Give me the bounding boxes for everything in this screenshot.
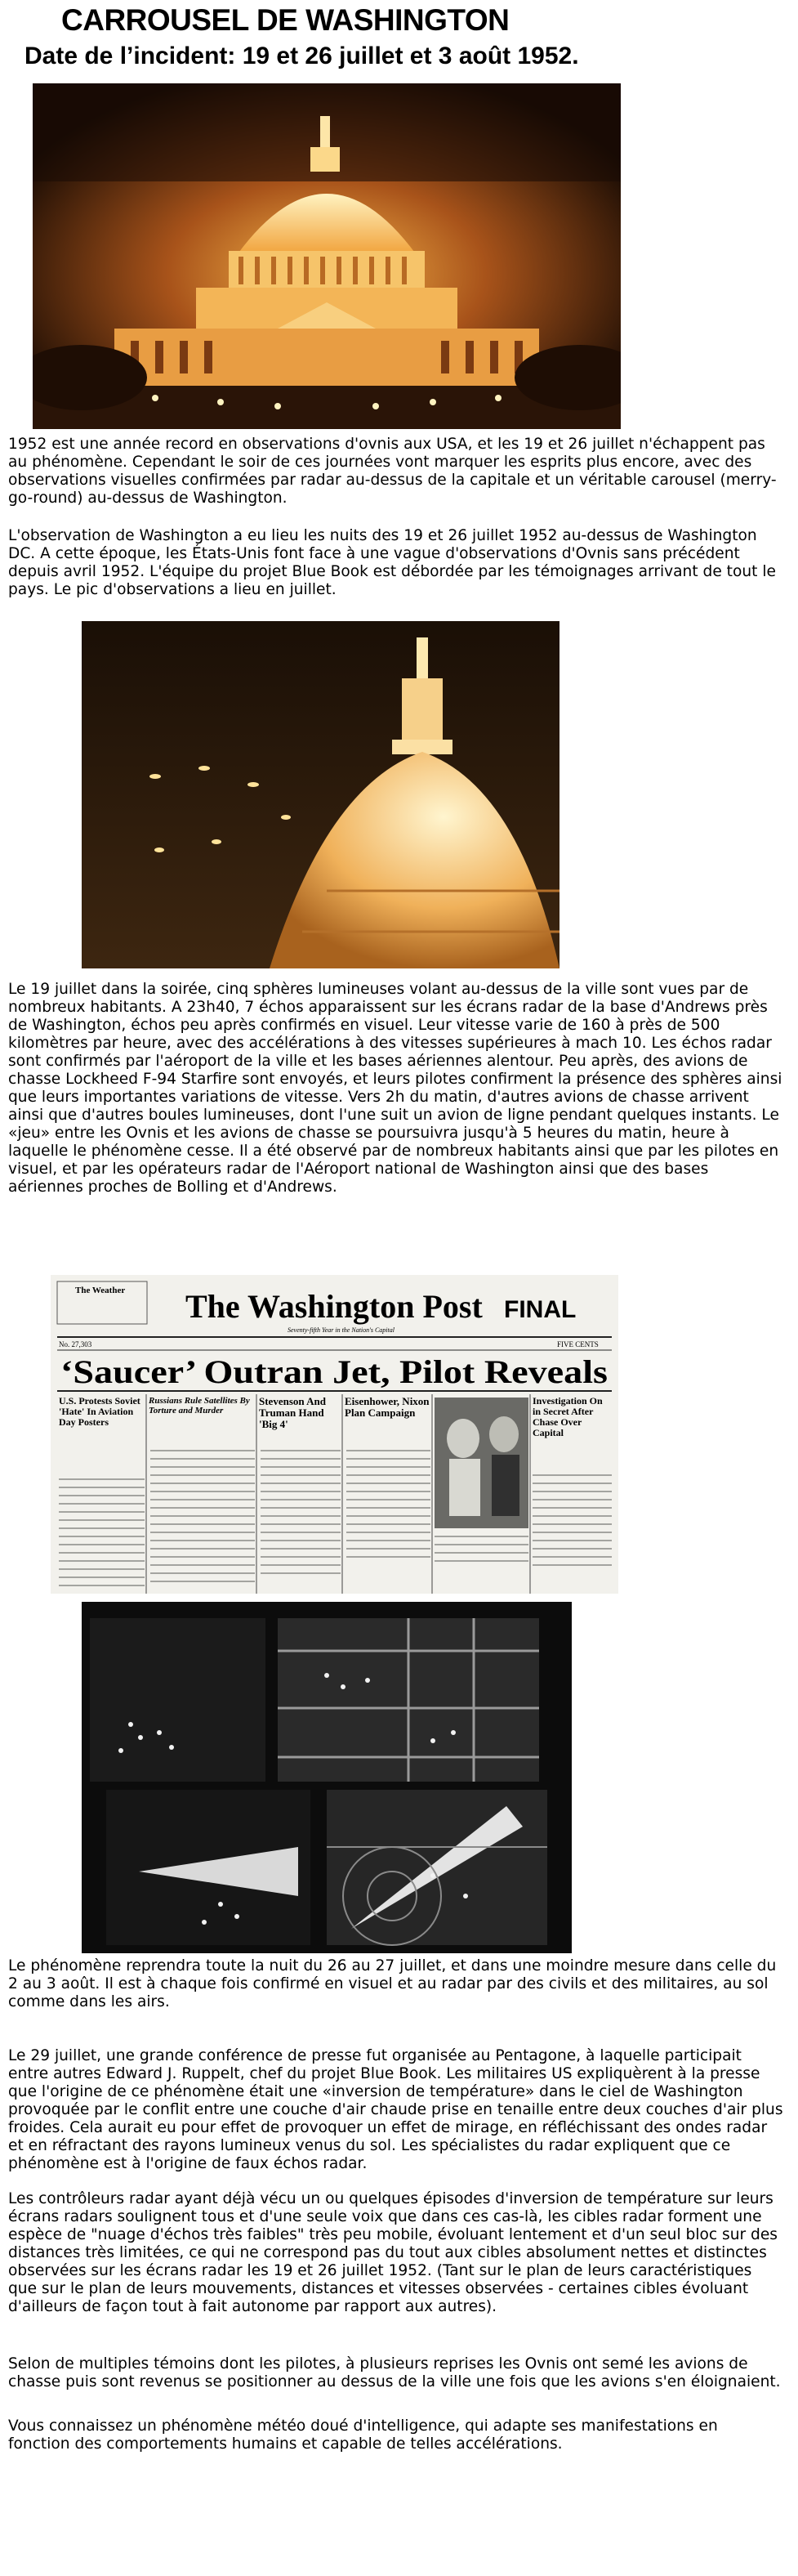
newspaper-edition: FINAL bbox=[504, 1296, 577, 1323]
radar-screens-photo bbox=[82, 1602, 572, 1953]
capitol-dome-lights-photo bbox=[82, 621, 559, 968]
paragraph-july-19: Le 19 juillet dans la soirée, cinq sphères lumineuses volant au-dessus de la ville sont vues par de nombreux habitants. A 23h40, 7 échos apparaissent sur les écrans radar de la base d'Andrews près de Washington, échos peu après confirmés en visuel. Leur vitesse varie de 160 à près de 500 kilomètres par heure, avec des accélérations à des vitesses supérieures à mach 10. Les échos radar sont confirmés par l'aéroport de la ville et les bases aériennes alentour. Peu après, des avions de chasse Lockheed F-94 Starfire sont envoyés, et leurs pilotes confirment la présence des sphères ainsi que leurs importantes variations de vitesse. Vers 2h du matin, d'autres avions de chasse arrivent ainsi que d'autres boules lumineuses, dont l'une suit un avion de ligne pendant quelques instants. Le «jeu» entre les Ovnis et les avions de chasse se poursuivra jusqu'à 5 heures du matin, heure à laquelle le phénomène cesse. Il a été observé par de nombreux habitants ainsi que par les pilotes en visuel, et par les opérateurs radar de l'Aéroport national de Washington ainsi que des bases aériennes proches de Bolling et d'Andrews. bbox=[8, 981, 782, 1196]
newspaper-column-3: Stevenson And Truman Hand 'Big 4' bbox=[259, 1396, 326, 1430]
paragraph-july-26: Le phénomène reprendra toute la nuit du 26 au 27 juillet, et dans une moindre mesure dans celle du 2 au 3 août. Il est à chaque fois confirmé en visuel et au radar par des civils et des militaires, au sol comme dans les airs. bbox=[8, 1957, 777, 2010]
paragraph-witnesses: Selon de multiples témoins dont les pilotes, à plusieurs reprises les Ovnis ont semé les avions de chasse puis sont revenus se positionner au dessus de la ville une fois que les avions s'en éloignaient. bbox=[8, 2355, 781, 2390]
newspaper-weather-box: The Weather bbox=[75, 1286, 126, 1295]
washington-post-front-page bbox=[51, 1275, 618, 1594]
capitol-night-photo bbox=[33, 83, 621, 429]
newspaper-price: FIVE CENTS bbox=[557, 1340, 599, 1348]
newspaper-tagline: Seventy-fifth Year in the Nation's Capital bbox=[288, 1326, 395, 1334]
paragraph-context: L'observation de Washington a eu lieu les nuits des 19 et 26 juillet 1952 au-dessus de Washington DC. A cette époque, les États-Unis font face à une vague d'observations d'Ovnis sans précédent depuis avril 1952. L'équipe du projet Blue Book est débordée par les témoignages arrivant de tout le pays. Le pic d'observations a lieu en juillet. bbox=[8, 527, 776, 598]
newspaper-column-1: U.S. Protests Soviet 'Hate' In Aviation Day Posters bbox=[59, 1396, 140, 1428]
paragraph-conclusion: Vous connaissez un phénomène météo doué d'intelligence, qui adapte ses manifestations en fonction des comportements humains et capable de telles accélérations. bbox=[8, 2417, 718, 2453]
paragraph-intro: 1952 est une année record en observations d'ovnis aux USA, et les 19 et 26 juillet n'échappent pas au phénomène. Cependant le soir de ces journées vont marquer les esprits plus encore, avec des observations visuelles confirmées par radar au-dessus de la capitale et un véritable carousel (merry-go-round) au-dessus de Washington. bbox=[8, 436, 777, 507]
paragraph-press-conference: Le 29 juillet, une grande conférence de presse fut organisée au Pentagone, à laquelle participait entre autres Edward J. Ruppelt, chef du projet Blue Book. Les militaires US expliquèrent à la presse que l'origine de ce phénomène était une «inversion de température» dans le ciel de Washington provoquée par le conflit entre une couche d'air chaude prise en tenaille entre deux couches d'air plus froides. Cela aurait eu pour effet de provoquer un effet de mirage, en réfléchissant des ondes radar et en réfractant des rayons lumineux venus du sol. Les spécialistes du radar expliquent que ce phénomène est à l'origine de faux échos radar. bbox=[8, 2047, 783, 2172]
newspaper-headline: ‘Saucer’ Outran Jet, Pilot Reveals bbox=[60, 1353, 608, 1390]
page-title: CARROUSEL DE WASHINGTON bbox=[61, 3, 510, 37]
newspaper-issue-number: No. 27,303 bbox=[59, 1340, 92, 1348]
paragraph-radar-operators: Les contrôleurs radar ayant déjà vécu un ou quelques épisodes d'inversion de température sur leurs écrans radars soulignent tous et d'une seule voix que dans ces cas-là, les cibles radar forment une espèce de "nuage d'échos très faibles" très peu mobile, évoluant lentement et d'un seul bloc sur des distances très limitées, ce qui ne correspond pas du tout aux cibles absolument nettes et distinctes observées sur les écrans radar les 19 et 26 juillet 1952. (Tant sur le plan de leurs caractéristiques que sur le plan de leurs mouvements, distances et vitesses observées - certaines cibles évoluant d'ailleurs de façon tout à fait autonome par rapport aux autres). bbox=[8, 2190, 778, 2315]
incident-date: Date de l’incident: 19 et 26 juillet et 3 août 1952. bbox=[25, 42, 579, 69]
newspaper-masthead: The Washington Post bbox=[185, 1288, 483, 1325]
newspaper-column-4: Eisenhower, Nixon Plan Campaign bbox=[345, 1396, 430, 1419]
newspaper-column-5: Investigation On in Secret After Chase Over Capital bbox=[533, 1396, 603, 1438]
newspaper-column-2: Russians Rule Satellites By Torture and Murder bbox=[149, 1396, 250, 1415]
